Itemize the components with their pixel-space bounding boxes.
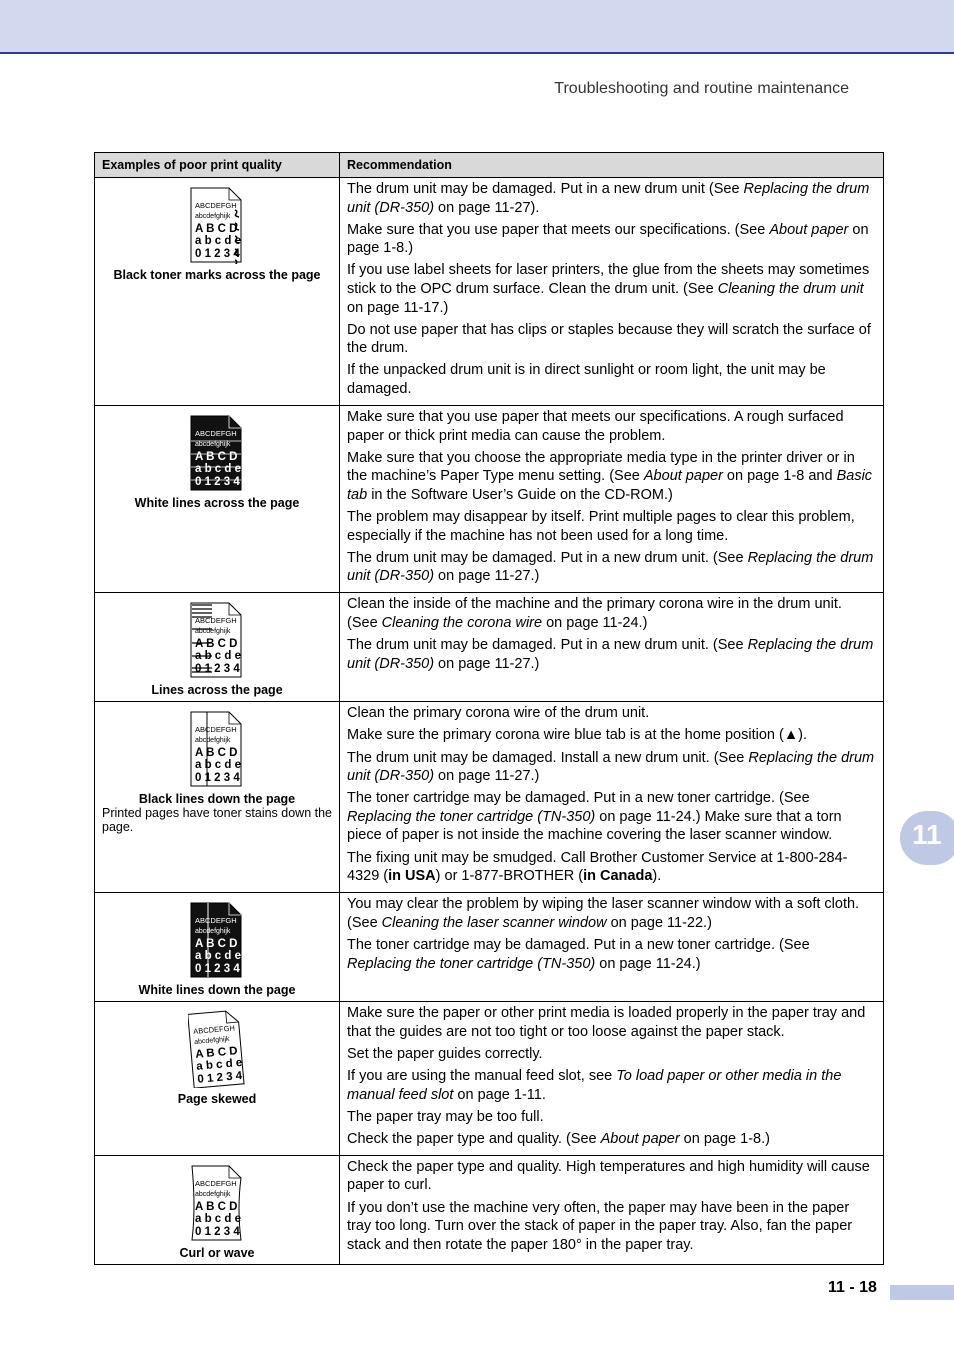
recommendation-text: You may clear the problem by wiping the laser scanner window with a soft cloth. (See bbox=[347, 896, 860, 931]
sample-text-line: A B C D bbox=[195, 638, 238, 651]
reference-link-text: Replacing the drum unit (DR-350) bbox=[347, 549, 874, 585]
sample-text-line: ABCDEFGH bbox=[195, 1178, 237, 1188]
example-label: Page skewed bbox=[177, 1092, 257, 1107]
recommendation-cell bbox=[340, 1002, 884, 1156]
chapter-tab bbox=[900, 811, 954, 865]
chapter-tab-number: 11 bbox=[912, 819, 942, 850]
example-cell bbox=[95, 1002, 340, 1156]
sample-text-line: A B C D bbox=[195, 223, 238, 235]
recommendation-text: The problem may disappear by itself. Print multiple pages to clear this problem, especially if the machine has not been used for a long time. bbox=[347, 509, 855, 544]
table-row bbox=[95, 593, 884, 702]
print-quality-table bbox=[94, 152, 884, 1265]
recommendation-paragraph bbox=[347, 936, 876, 973]
recommendation-paragraph bbox=[347, 895, 876, 932]
recommendation-text: Check the paper type and quality. (See bbox=[347, 1130, 601, 1147]
reference-link-text: Replacing the drum unit (DR-350) bbox=[347, 749, 875, 785]
recommendation-paragraph bbox=[347, 595, 876, 632]
recommendation-text: Make sure the primary corona wire blue tab is at the home position (▲). bbox=[347, 727, 808, 744]
recommendation-paragraph bbox=[347, 749, 876, 786]
recommendation-text: If you don’t use the machine very often, the paper may have been in the paper tray too long. Turn over the stack of paper in the paper tray. Also, fan the paper stack and then rotate the paper 180° in the paper tray. bbox=[347, 1199, 853, 1253]
print-sample-illustration bbox=[188, 901, 246, 979]
reference-link-text: About paper bbox=[769, 221, 849, 238]
recommendation-paragraph bbox=[347, 449, 876, 505]
recommendation-paragraph bbox=[347, 1130, 876, 1149]
recommendation-cell bbox=[340, 593, 884, 702]
recommendation-text: on page 11-27.) bbox=[434, 655, 540, 672]
recommendation-text: The drum unit may be damaged. Put in a new drum unit. (See bbox=[347, 637, 748, 654]
sample-text-line: abcdefghijk bbox=[195, 737, 231, 745]
example-label: Black toner marks across the page bbox=[113, 268, 321, 282]
recommendation-text: If the unpacked drum unit is in direct sunlight or room light, the unit may be damaged. bbox=[347, 362, 826, 397]
recommendation-cell bbox=[340, 406, 884, 593]
sample-text-line: ABCDEFGH bbox=[195, 201, 237, 210]
reference-link-text: Replacing the toner cartridge (TN-350) bbox=[347, 808, 596, 825]
recommendation-text: on page 1-8 and bbox=[722, 468, 837, 485]
example-cell bbox=[95, 178, 340, 406]
page-number: 11 - 18 bbox=[828, 1279, 877, 1296]
recommendation-text: on page 1-8.) bbox=[679, 1130, 770, 1147]
recommendation-paragraph bbox=[347, 726, 876, 745]
recommendation-text: on page 11-24.) bbox=[595, 955, 701, 972]
page-header-title: Troubleshooting and routine maintenance bbox=[554, 80, 849, 97]
column-header-recommendation: Recommendation bbox=[340, 153, 884, 178]
recommendation-text: on page 1-8.) bbox=[347, 221, 869, 257]
example-sublabel: Printed pages have toner stains down the page. bbox=[102, 806, 333, 835]
recommendation-paragraph bbox=[347, 549, 876, 586]
recommendation-paragraph bbox=[347, 180, 876, 217]
recommendation-text: ) or 1-877-BROTHER ( bbox=[435, 868, 584, 885]
sample-text-line: ABCDEFGH bbox=[195, 616, 237, 626]
recommendation-text: Make sure the paper or other print media is loaded properly in the paper tray and that the guides are not too tight or too loose against the paper stack. bbox=[347, 1005, 866, 1040]
recommendation-cell bbox=[340, 702, 884, 893]
recommendation-text: Make sure that you use paper that meets our specifications. A rough surfaced paper or thick print media can cause the problem. bbox=[347, 409, 844, 444]
recommendation-paragraph bbox=[347, 261, 876, 317]
sample-text-line: a b c d e bbox=[195, 463, 242, 476]
print-sample-illustration bbox=[188, 186, 246, 264]
recommendation-paragraph bbox=[347, 704, 876, 723]
sample-text-line: 0 1 2 3 4 bbox=[197, 1070, 243, 1087]
reference-link-text: About paper bbox=[643, 468, 723, 485]
reference-link-text: Cleaning the drum unit bbox=[717, 280, 864, 297]
recommendation-text: on page 11-24.) Make sure that a torn piece of paper is not inside the machine covering the laser scanner window. bbox=[347, 808, 842, 844]
example-label: Black lines down the page bbox=[138, 792, 296, 807]
sample-text-line: abcdefghijk bbox=[193, 1036, 230, 1047]
reference-link-text: Basic tab bbox=[347, 468, 873, 503]
table-row bbox=[95, 893, 884, 1002]
recommendation-cell bbox=[340, 1155, 884, 1264]
recommendation-text: Set the paper guides correctly. bbox=[347, 1045, 543, 1062]
example-cell bbox=[95, 893, 340, 1002]
recommendation-paragraph bbox=[347, 1108, 876, 1127]
sample-text-line: a b c d e bbox=[195, 1212, 242, 1225]
top-banner bbox=[0, 0, 954, 54]
sample-text-line: a b c d e bbox=[195, 650, 242, 663]
table-row bbox=[95, 1155, 884, 1264]
recommendation-text: on page 11-22.) bbox=[606, 914, 712, 931]
recommendation-text: on page 11-17.) bbox=[347, 299, 449, 316]
recommendation-text: The drum unit may be damaged. Install a new drum unit. (See bbox=[347, 749, 749, 766]
sample-text-line: ABCDEFGH bbox=[195, 429, 237, 439]
recommendation-text: The drum unit may be damaged. Put in a new drum unit (See bbox=[347, 181, 744, 197]
sample-text-line: abcdefghijk bbox=[195, 628, 231, 636]
sample-text-line: a b c d e bbox=[195, 235, 242, 247]
table-row bbox=[95, 178, 884, 406]
sample-text-line: abcdefghijk bbox=[195, 1190, 231, 1198]
recommendation-text: on page 11-27). bbox=[434, 199, 540, 216]
recommendation-text: on page 11-24.) bbox=[542, 614, 648, 631]
recommendation-paragraph bbox=[347, 849, 876, 886]
reference-link-text: Replacing the drum unit (DR-350) bbox=[347, 637, 874, 672]
sample-text-line: a b c d e bbox=[195, 950, 242, 963]
reference-link-text: About paper bbox=[600, 1130, 680, 1147]
recommendation-text: in the Software User’s Guide on the CD-ROM.) bbox=[367, 486, 673, 503]
table-row bbox=[95, 406, 884, 593]
print-sample-illustration bbox=[188, 601, 246, 679]
sample-text-line: ABCDEFGH bbox=[195, 916, 237, 926]
recommendation-text: Make sure that you use paper that meets our specifications. (See bbox=[347, 221, 770, 238]
recommendation-paragraph bbox=[347, 1158, 876, 1195]
recommendation-text: Check the paper type and quality. High temperatures and high humidity will cause paper to curl. bbox=[347, 1158, 870, 1194]
table-row bbox=[95, 1002, 884, 1156]
reference-link-text: Replacing the drum unit (DR-350) bbox=[347, 181, 870, 216]
sample-text-line: 0 1 2 3 4 bbox=[195, 1225, 240, 1238]
sample-text-line: 0 1 2 3 4 bbox=[195, 476, 240, 489]
print-sample-illustration bbox=[188, 710, 246, 788]
recommendation-text: The fixing unit may be smudged. Call Brother Customer Service at 1-800-284-4329 ( bbox=[347, 849, 848, 885]
sample-text-line: abcdefghijk bbox=[195, 928, 231, 936]
emphasis-text: in Canada bbox=[583, 868, 653, 885]
print-sample-illustration bbox=[188, 414, 246, 492]
print-sample-illustration bbox=[188, 1010, 246, 1088]
recommendation-text: The toner cartridge may be damaged. Put in a new toner cartridge. (See bbox=[347, 936, 810, 953]
recommendation-text: Do not use paper that has clips or staples because they will scratch the surface of the drum. bbox=[347, 321, 871, 357]
example-cell bbox=[95, 702, 340, 893]
sample-text-line: A B C D bbox=[194, 1045, 239, 1062]
recommendation-paragraph bbox=[347, 1067, 876, 1104]
print-sample-illustration bbox=[188, 1164, 246, 1242]
page-number-bar bbox=[890, 1285, 954, 1300]
table-row bbox=[95, 702, 884, 893]
recommendation-paragraph bbox=[347, 636, 876, 673]
recommendation-text: Clean the inside of the machine and the primary corona wire in the drum unit. (See bbox=[347, 596, 842, 631]
recommendation-paragraph bbox=[347, 221, 876, 258]
recommendation-text: If you are using the manual feed slot, see bbox=[347, 1068, 617, 1084]
recommendation-text: Make sure that you choose the appropriate media type in the printer driver or in the machine’s Paper Type menu setting. (See bbox=[347, 449, 855, 485]
sample-text-line: abcdefghijk bbox=[195, 441, 231, 449]
recommendation-cell bbox=[340, 178, 884, 406]
recommendation-text: on page 11-27.) bbox=[434, 568, 540, 585]
example-label: Lines across the page bbox=[151, 683, 283, 698]
reference-link-text: Replacing the toner cartridge (TN-350) bbox=[347, 955, 596, 972]
example-cell bbox=[95, 1155, 340, 1264]
sample-text-line: a b c d e bbox=[195, 1057, 243, 1074]
reference-link-text: Cleaning the laser scanner window bbox=[381, 914, 607, 931]
recommendation-text: ). bbox=[652, 868, 662, 885]
example-label: White lines down the page bbox=[138, 983, 296, 998]
sample-text-line: ABCDEFGH bbox=[192, 1023, 236, 1037]
reference-link-text: Cleaning the corona wire bbox=[381, 614, 543, 631]
recommendation-text: on page 11-27.) bbox=[434, 768, 540, 785]
emphasis-text: in USA bbox=[388, 868, 436, 885]
example-label: Curl or wave bbox=[179, 1245, 255, 1260]
recommendation-paragraph bbox=[347, 361, 876, 398]
recommendation-text: on page 1-11. bbox=[453, 1086, 546, 1103]
recommendation-text: Clean the primary corona wire of the drum unit. bbox=[347, 705, 650, 722]
recommendation-paragraph bbox=[347, 1199, 876, 1255]
column-header-examples: Examples of poor print quality bbox=[95, 153, 340, 178]
recommendation-paragraph bbox=[347, 408, 876, 445]
recommendation-paragraph bbox=[347, 1004, 876, 1041]
example-cell bbox=[95, 593, 340, 702]
sample-text-line: A B C D bbox=[195, 938, 238, 951]
sample-text-line: A B C D bbox=[195, 451, 238, 464]
recommendation-paragraph bbox=[347, 508, 876, 545]
example-label: White lines across the page bbox=[134, 496, 300, 511]
reference-link-text: To load paper or other media in the manual feed slot bbox=[347, 1068, 842, 1103]
recommendation-text: The toner cartridge may be damaged. Put in a new toner cartridge. (See bbox=[347, 790, 810, 807]
recommendation-paragraph bbox=[347, 321, 876, 358]
recommendation-text: The paper tray may be too full. bbox=[347, 1108, 544, 1125]
table-header-row bbox=[95, 153, 884, 178]
recommendation-paragraph bbox=[347, 789, 876, 845]
recommendation-paragraph bbox=[347, 1045, 876, 1064]
sample-text-line: A B C D bbox=[195, 747, 238, 760]
sample-text-line: A B C D bbox=[195, 1200, 238, 1213]
sample-text-line: 0 1 2 3 4 bbox=[195, 963, 240, 976]
sample-text-line: 0 1 2 3 4 bbox=[195, 663, 240, 676]
sample-text-line: a b c d e bbox=[195, 759, 242, 772]
recommendation-text: If you use label sheets for laser printers, the glue from the sheets may sometimes stick to the OPC drum surface. Clean the drum unit. (See bbox=[347, 262, 870, 297]
sample-text-line: 0 1 2 3 4 bbox=[195, 772, 240, 785]
sample-text-line: ABCDEFGH bbox=[195, 725, 237, 735]
example-cell bbox=[95, 406, 340, 593]
sample-text-line: 0 1 2 3 4 bbox=[195, 248, 240, 260]
sample-text-line: abcdefghijk bbox=[195, 213, 231, 220]
recommendation-cell bbox=[340, 893, 884, 1002]
recommendation-text: The drum unit may be damaged. Put in a new drum unit. (See bbox=[347, 549, 748, 566]
